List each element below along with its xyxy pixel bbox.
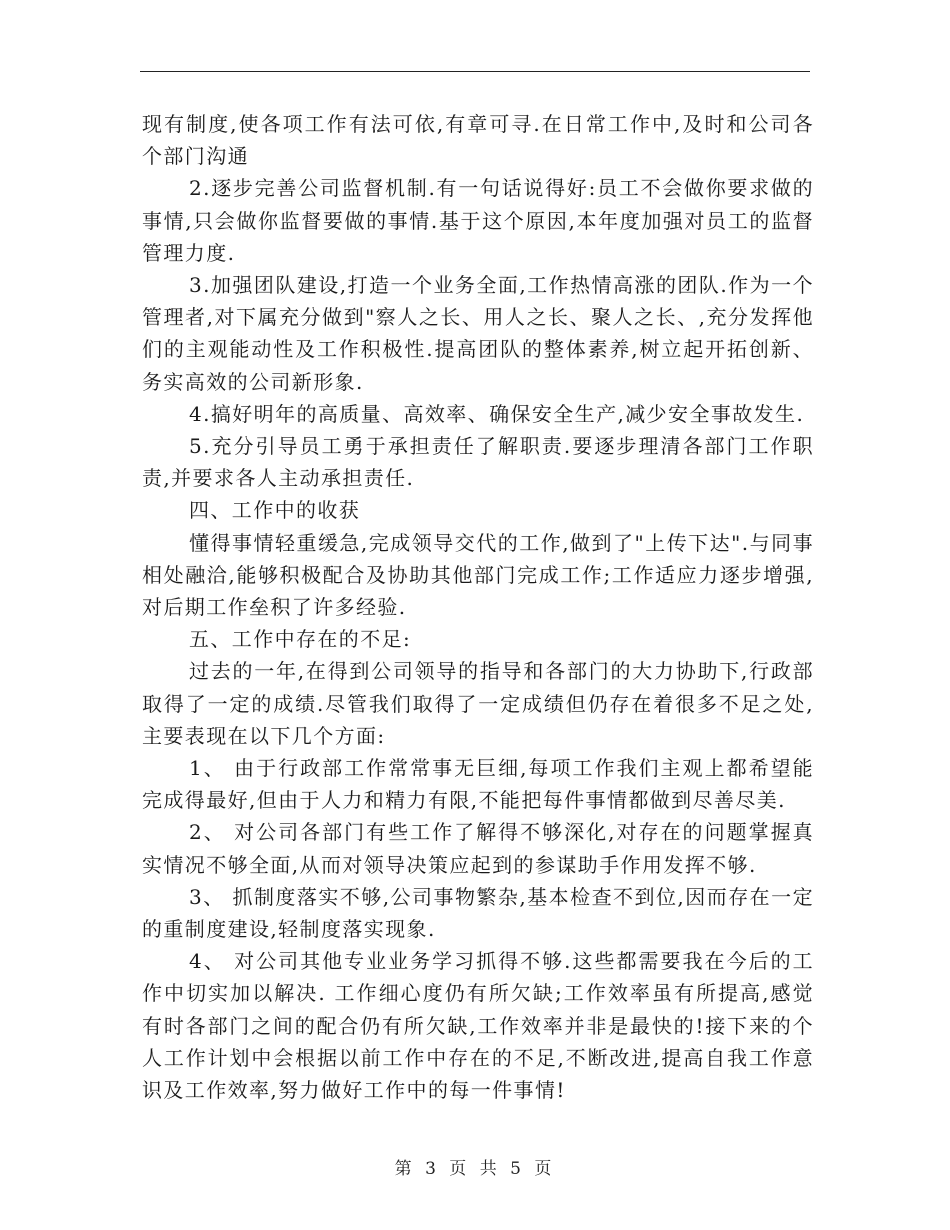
document-body xyxy=(142,108,814,1106)
paragraph: 2、 对公司各部门有些工作了解得不够深化,对存在的问题掌握真实情况不够全面,从而对领导决策应起到的参谋助手作用发挥不够. xyxy=(142,820,814,877)
header-rule xyxy=(140,71,810,72)
paragraph: 懂得事情轻重缓急,完成领导交代的工作,做到了"上传下达".与同事相处融洽,能够积极配合及协助其他部门完成工作;工作适应力逐步增强,对后期工作垒积了许多经验. xyxy=(142,530,814,620)
paragraph: 5.充分引导员工勇于承担责任了解职责.要逐步理清各部门工作职责,并要求各人主动承担责任. xyxy=(142,434,814,491)
paragraph: 四、工作中的收获 xyxy=(189,498,361,523)
paragraph: 1、 由于行政部工作常常事无巨细,每项工作我们主观上都希望能完成得最好,但由于人力和精力有限,不能把每件事情都做到尽善尽美. xyxy=(142,756,814,813)
paragraph: 3.加强团队建设,打造一个业务全面,工作热情高涨的团队.作为一个管理者,对下属充分做到"察人之长、用人之长、聚人之长、,充分发挥他们的主观能动性及工作积极性.提高团队的整体素养,树立起开拓创新、务实高效的公司新形象. xyxy=(142,273,814,394)
paragraph: 4、 对公司其他专业业务学习抓得不够.这些都需要我在今后的工作中切实加以解决. 工作细心度仍有所欠缺;工作效率虽有所提高,感觉有时各部门之间的配合仍有所欠缺,工作效率并非是最快的!接下来的个人工作计划中会根据以前工作中存在的不足,不断改进,提高自我工作意识及工作效率,努力做好工作中的每一件事情! xyxy=(142,949,814,1103)
page-number-footer: 第 3 页 共 5 页 xyxy=(394,1159,556,1179)
paragraph: 五、工作中存在的不足: xyxy=(189,627,412,652)
paragraph: 4.搞好明年的高质量、高效率、确保安全生产,减少安全事故发生. xyxy=(189,401,805,426)
paragraph: 过去的一年,在得到公司领导的指导和各部门的大力协助下,行政部取得了一定的成绩.尽管我们取得了一定成绩但仍存在着很多不足之处,主要表现在以下几个方面: xyxy=(142,659,814,748)
paragraph: 现有制度,使各项工作有法可依,有章可寻.在日常工作中,及时和公司各个部门沟通 xyxy=(142,112,814,169)
paragraph: 3、 抓制度落实不够,公司事物繁杂,基本检查不到位,因而存在一定的重制度建设,轻制度落实现象. xyxy=(142,884,814,942)
paragraph: 2.逐步完善公司监督机制.有一句话说得好:员工不会做你要求做的事情,只会做你监督要做的事情.基于这个原因,本年度加强对员工的监督管理力度. xyxy=(142,176,814,265)
